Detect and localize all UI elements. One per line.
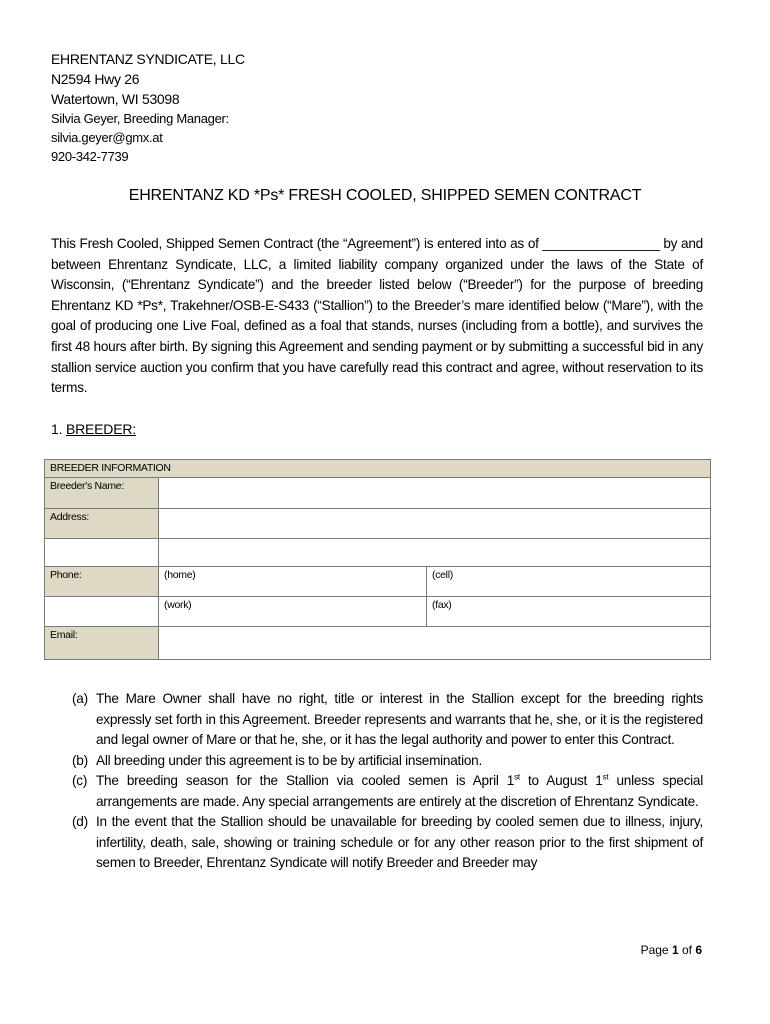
- breeder-name-field[interactable]: [159, 478, 711, 509]
- document-title: EHRENTANZ KD *Ps* FRESH COOLED, SHIPPED SEMEN CONTRACT: [128, 187, 642, 204]
- breeder-info-header: BREEDER INFORMATION: [45, 460, 711, 478]
- clause-c-part3: unless special arrangements are made. Any special arrangements are entirely at the discretion of Ehrentanz Syndicate.: [96, 773, 703, 809]
- total-pages: 6: [695, 943, 702, 957]
- phone-cell-field[interactable]: [427, 567, 711, 597]
- clause-a: [72, 689, 703, 751]
- email-field[interactable]: [159, 627, 711, 660]
- phone-extra-label-cell: [45, 597, 159, 627]
- clause-marker: (c): [72, 773, 88, 788]
- company-name: EHRENTANZ SYNDICATE, LLC: [51, 51, 245, 67]
- address-field[interactable]: [159, 509, 711, 539]
- clause-marker: (b): [72, 752, 88, 768]
- current-page: 1: [671, 943, 679, 957]
- address-line2-field[interactable]: [159, 539, 711, 567]
- phone-work-label: (work): [164, 599, 192, 611]
- clause-text: In the event that the Stallion should be unavailable for breeding by cooled semen due to illness, injury, infertility, death, sale, showing or training schedule or for any other reason prior to the first shipment of semen to Breeder, Ehrentanz Syndicate will notify Breeder and Breeder may: [96, 814, 703, 870]
- phone-home-field[interactable]: [159, 567, 427, 597]
- clause-d: [72, 812, 703, 874]
- street-address: N2594 Hwy 26: [51, 71, 140, 87]
- fax-label: (fax): [432, 599, 452, 611]
- clause-text: The Mare Owner shall have no right, title or interest in the Stallion except for the breeding rights expressly set forth in this Agreement. Breeder represents and warrants that he, she, or it is the registered and legal owner of Mare or that he, she, or it has the legal authority and power to enter this Contract.: [96, 691, 703, 747]
- page-word: Page: [640, 943, 672, 957]
- clause-c-sup1: st: [514, 772, 520, 782]
- phone-home-label: (home): [164, 569, 196, 581]
- clause-c-sup2: st: [602, 772, 609, 782]
- intro-paragraph: This Fresh Cooled, Shipped Semen Contract (the “Agreement”) is entered into as of ________________ by and between Ehrentanz Syndicate, LLC, a limited liability company organized under the laws of the State of Wisconsin, (“Ehrentanz Syndicate”) and the breeder listed below (“Breeder”) for the purpose of breeding Ehrentanz KD *Ps*, Trakehner/OSB-E-S433 (“Stallion”) to the Breeder’s mare identified below (“Mare”), with the goal of producing one Live Foal, defined as a foal that stands, nurses (including from a bottle), and survives the first 48 hours after birth. By signing this Agreement and sending payment or by submitting a successful bid in any stallion service auction you confirm that you have carefully read this contract and agree, without reservation to its terms.: [51, 236, 703, 396]
- section-label: BREEDER:: [65, 421, 136, 437]
- address-label: Address:: [45, 509, 159, 539]
- email-label: Email:: [45, 627, 159, 660]
- of-word: of: [678, 943, 696, 957]
- breeder-info-table: [44, 459, 711, 660]
- contact-person: Silvia Geyer, Breeding Manager:: [51, 111, 229, 126]
- fax-field[interactable]: [427, 597, 711, 627]
- clause-c: [72, 771, 703, 812]
- breeder-name-label: Breeder's Name:: [45, 478, 159, 509]
- letterhead: [51, 49, 245, 166]
- section-number: 1.: [51, 421, 66, 437]
- phone-work-field[interactable]: [159, 597, 427, 627]
- clause-b: [72, 751, 703, 772]
- clause-c-part1: The breeding season for the Stallion via cooled semen is April 1: [96, 773, 515, 788]
- clause-marker: (d): [72, 814, 88, 829]
- phone-cell-label: (cell): [432, 569, 453, 581]
- page-number: [641, 943, 702, 957]
- clause-text: [96, 771, 703, 812]
- contact-email: silvia.geyer@gmx.at: [51, 130, 163, 145]
- address-extra-label-cell: [45, 539, 159, 567]
- city-state-zip: Watertown, WI 53098: [51, 91, 180, 107]
- clause-c-part2: to August 1: [519, 773, 603, 788]
- phone-label: Phone:: [45, 567, 159, 597]
- clause-text: All breeding under this agreement is to be by artificial insemination.: [96, 752, 482, 768]
- contact-phone: 920-342-7739: [51, 149, 129, 164]
- section-breeder-heading: [51, 421, 136, 437]
- clause-marker: (a): [72, 691, 88, 706]
- clause-list: [72, 689, 703, 874]
